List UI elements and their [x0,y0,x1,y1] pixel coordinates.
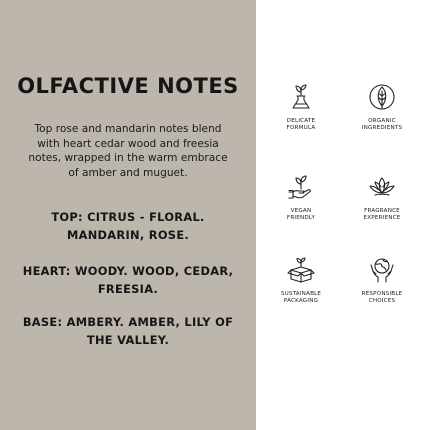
hand-sprout-icon [286,172,316,202]
feature-vegan-friendly [258,172,344,223]
feature-organic-ingredients [339,82,425,133]
base-notes: BASE: AMBERY. AMBER, LILY OF THE VALLEY. [22,315,234,347]
flask-sprout-icon [286,82,316,112]
feature-label-line2: FORMULA [286,125,316,132]
feature-label-line2: INGREDIENTS [361,125,403,132]
feature-fragrance-experience [339,172,425,223]
feature-sustainable-packaging [258,255,344,306]
notes-description: Top rose and mandarin notes blend with heart cedar wood and freesia notes, wrapped in the warm embrace of amber and muguet. [28,123,228,179]
feature-label-line2: CHOICES [368,298,396,305]
heart-notes: HEART: WOODY. WOOD, CEDAR, FREESIA. [22,264,234,296]
feature-label-line2: PACKAGING [283,298,319,305]
feature-label-line1: RESPONSIBLE [361,291,403,297]
feature-label-line1: DELICATE [286,118,316,124]
feature-responsible-choices [339,255,425,306]
feature-label-line2: EXPERIENCE [363,215,401,222]
box-sprout-icon [286,255,316,285]
feature-label-line1: SUSTAINABLE [280,291,322,297]
leaf-icon [367,82,397,112]
top-notes: TOP: CITRUS - FLORAL. MANDARIN, ROSE. [51,210,205,242]
lotus-icon [367,172,397,202]
feature-label-line2: FRIENDLY [286,215,316,222]
section-title: OLFACTIVE NOTES [17,74,239,98]
feature-delicate-formula [258,82,344,133]
hands-globe-icon [367,255,397,285]
feature-label-line1: FRAGRANCE [364,208,400,214]
feature-label-line1: ORGANIC [368,118,396,124]
feature-label-line1: VEGAN [290,208,312,214]
